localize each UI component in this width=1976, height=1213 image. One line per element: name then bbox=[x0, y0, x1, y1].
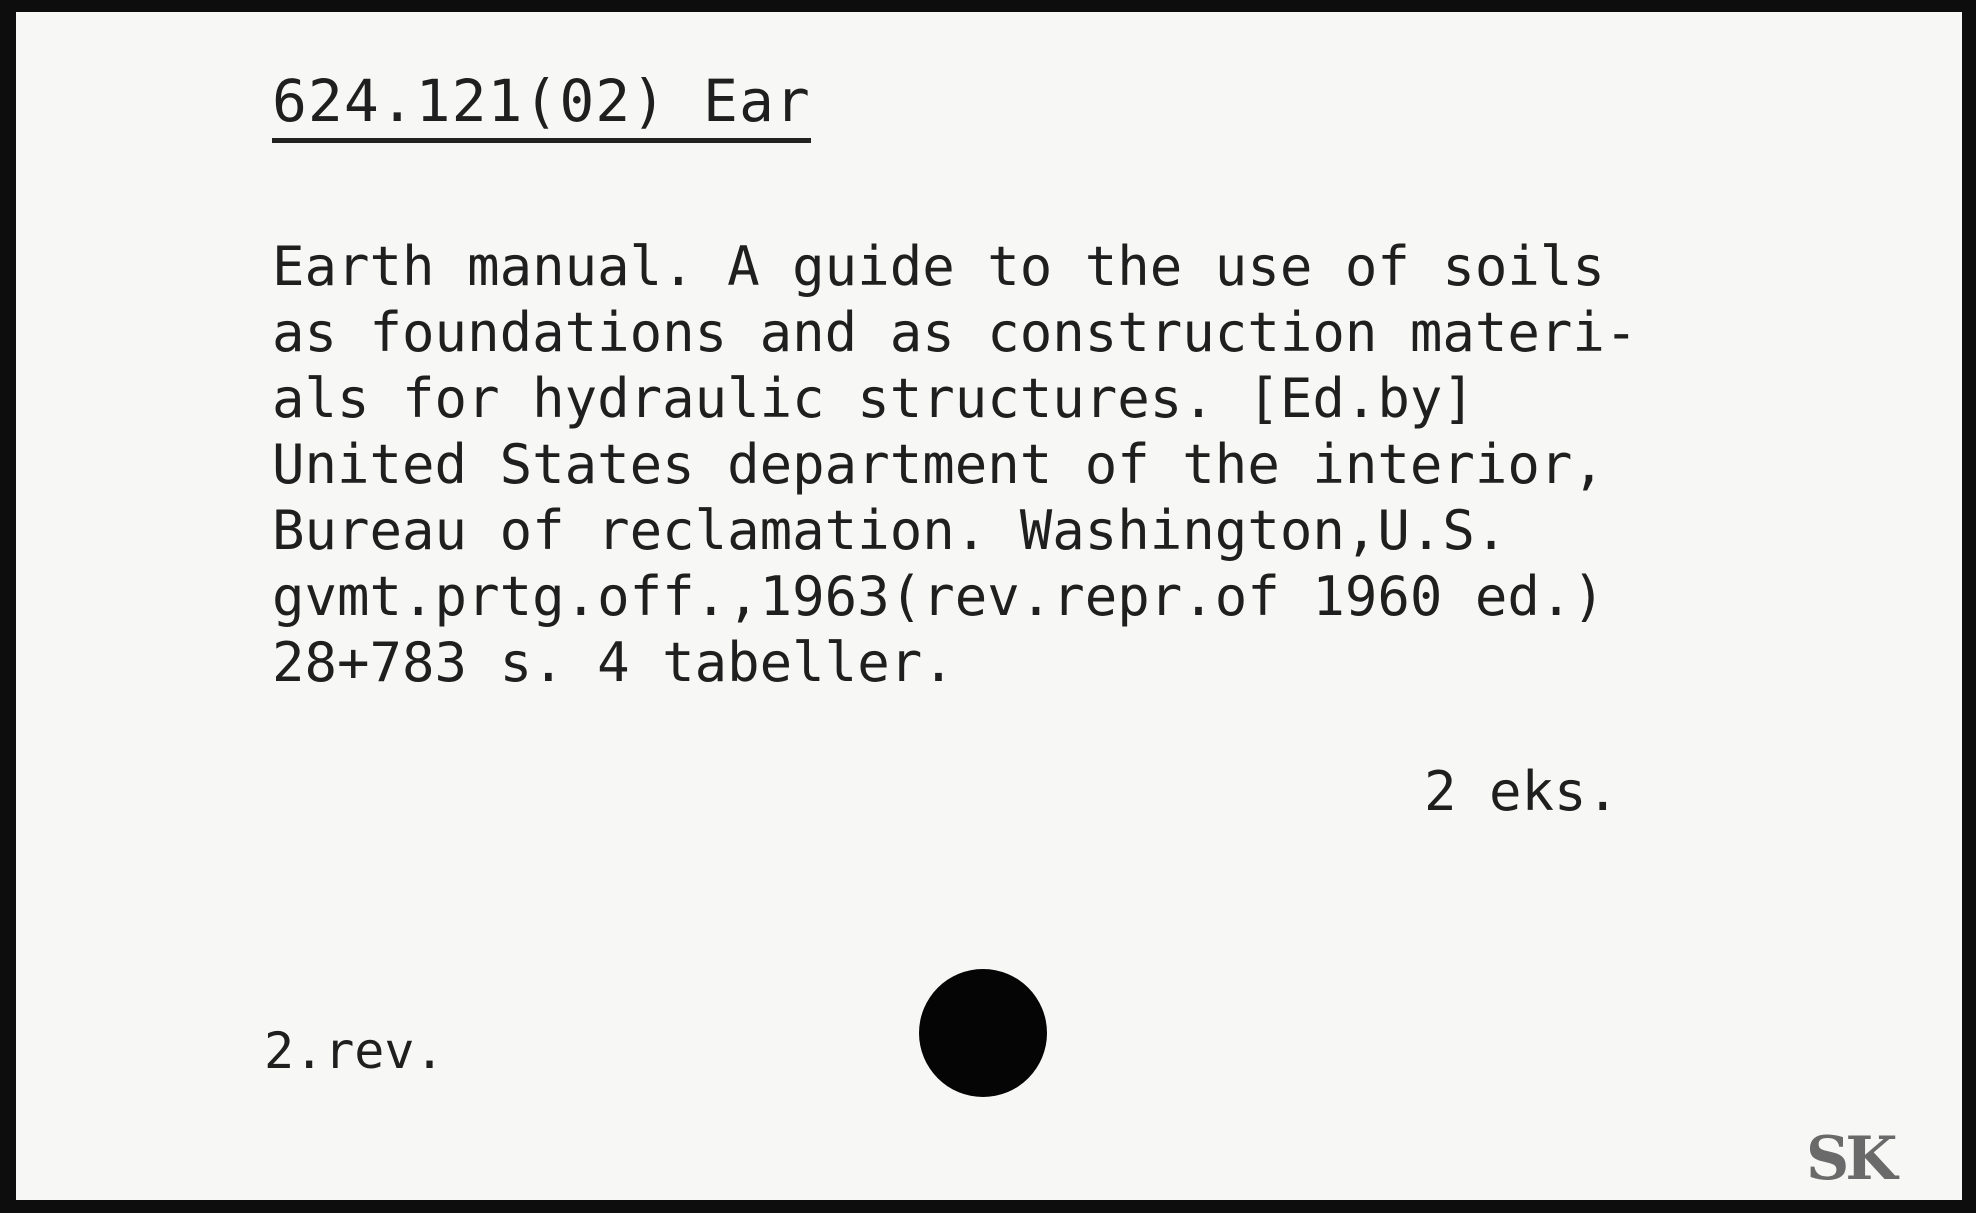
description-line: Bureau of reclamation. Washington,U.S. bbox=[272, 499, 1508, 562]
description-line: als for hydraulic structures. [Ed.by] bbox=[272, 367, 1475, 430]
description-line: gvmt.prtg.off.,1963(rev.repr.of 1960 ed.) bbox=[272, 565, 1605, 628]
library-stamp: SK bbox=[1806, 1124, 1894, 1194]
description-line: 28+783 s. 4 tabeller. bbox=[272, 631, 955, 694]
description-line: Earth manual. A guide to the use of soils bbox=[272, 235, 1605, 298]
bibliographic-description bbox=[272, 234, 1872, 696]
revision-note: 2.rev. bbox=[264, 1022, 445, 1080]
description-line: as foundations and as construction materi- bbox=[272, 301, 1638, 364]
copies-count: 2 eks. bbox=[1424, 760, 1620, 823]
description-line: United States department of the interior, bbox=[272, 433, 1605, 496]
catalog-card bbox=[16, 12, 1962, 1200]
punch-hole bbox=[919, 969, 1047, 1097]
call-number: 624.121(02) Ear bbox=[272, 70, 811, 143]
